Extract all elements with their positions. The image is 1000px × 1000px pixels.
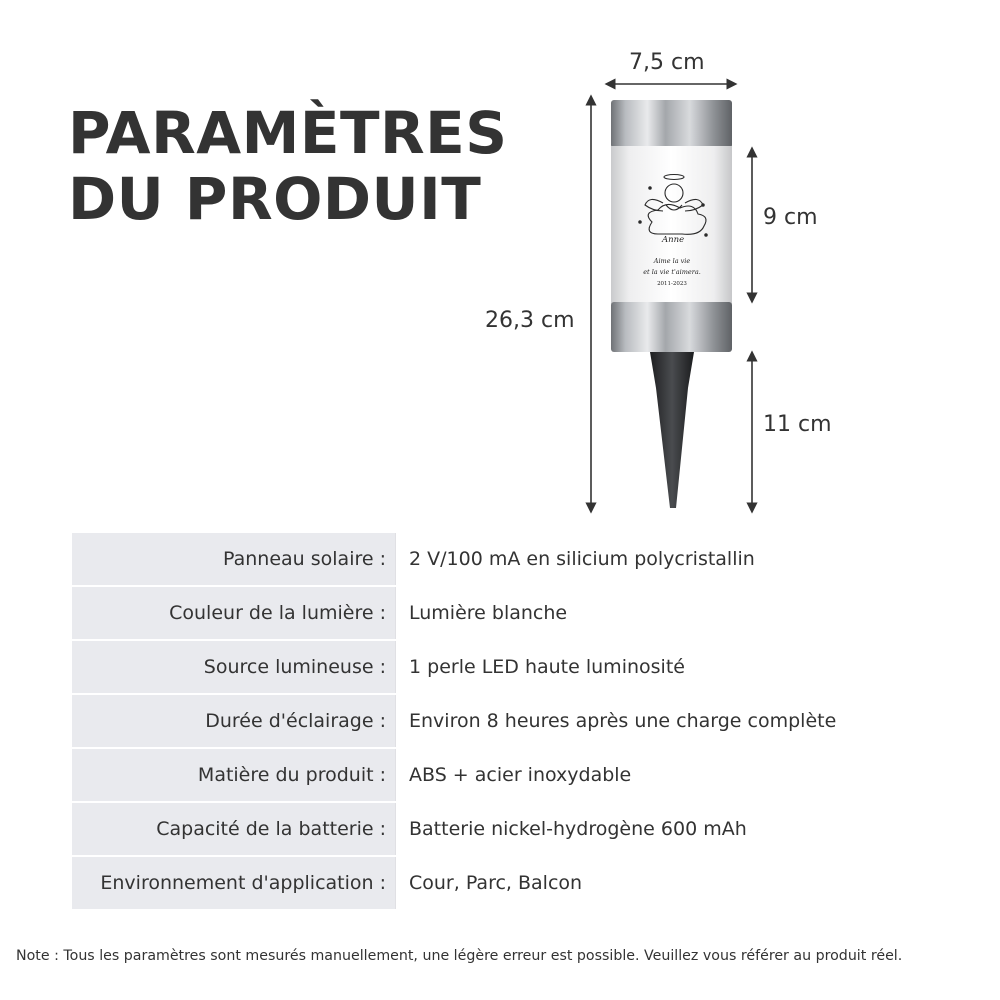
lamp-print-line-1: Aime la vie <box>653 257 691 265</box>
spec-label: Durée d'éclairage : <box>72 694 396 748</box>
spec-value: Batterie nickel-hydrogène 600 mAh <box>396 802 929 856</box>
table-row <box>72 748 928 802</box>
lamp-print-name: Anne <box>662 235 685 245</box>
spec-label: Environnement d'application : <box>72 856 396 910</box>
spec-value: ABS + acier inoxydable <box>396 748 929 802</box>
table-row <box>72 640 928 694</box>
table-row <box>72 856 928 910</box>
spec-label: Panneau solaire : <box>72 532 396 586</box>
spec-label: Capacité de la batterie : <box>72 802 396 856</box>
disclaimer-note: Note : Tous les paramètres sont mesurés manuellement, une légère erreur est possible. Veuillez vous référer au produit réel. <box>16 948 903 964</box>
spec-table <box>72 531 928 911</box>
lamp-print-years: 2011-2023 <box>657 281 687 287</box>
table-row <box>72 532 928 586</box>
title-line-1: PARAMÈTRES <box>68 99 508 167</box>
title-line-2: DU PRODUIT <box>68 165 482 233</box>
spec-value: Environ 8 heures après une charge complète <box>396 694 929 748</box>
bottom-steel-cap <box>611 302 732 352</box>
ground-stake <box>650 352 694 508</box>
spec-value: 2 V/100 mA en silicium polycristallin <box>396 532 929 586</box>
table-row <box>72 694 928 748</box>
spec-label: Matière du produit : <box>72 748 396 802</box>
stake-height-label: 11 cm <box>763 412 832 437</box>
spec-value: Cour, Parc, Balcon <box>396 856 929 910</box>
light-height-label: 9 cm <box>763 205 818 230</box>
spec-label: Source lumineuse : <box>72 640 396 694</box>
spec-label: Couleur de la lumière : <box>72 586 396 640</box>
total-height-label: 26,3 cm <box>485 308 575 333</box>
lamp-print-line-2: et la vie t'aimera. <box>643 268 701 276</box>
table-row <box>72 802 928 856</box>
width-label: 7,5 cm <box>629 50 705 75</box>
table-row <box>72 586 928 640</box>
spec-value: Lumière blanche <box>396 586 929 640</box>
top-steel-cap <box>611 100 732 148</box>
spec-value: 1 perle LED haute luminosité <box>396 640 929 694</box>
